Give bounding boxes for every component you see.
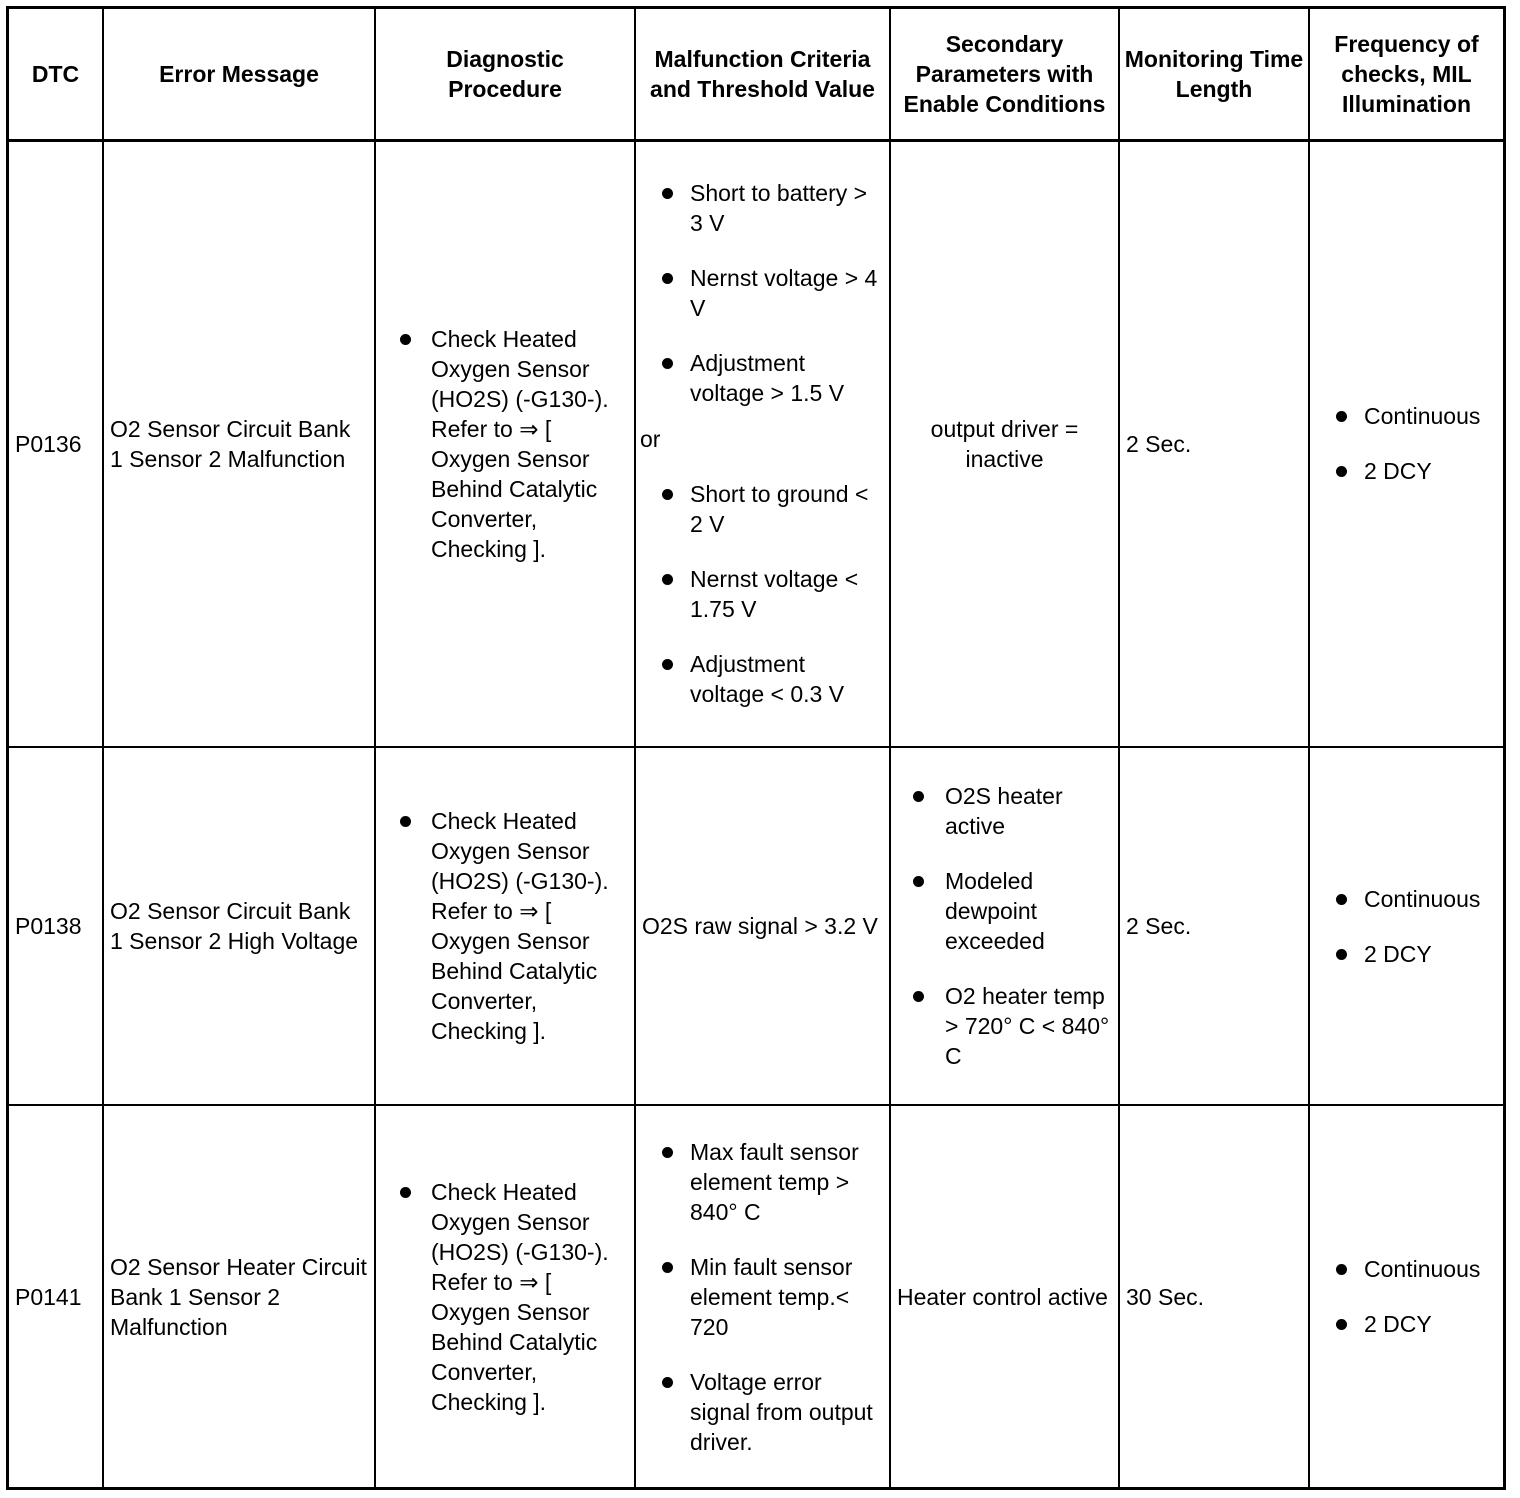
monitoring-time: 30 Sec. bbox=[1119, 1105, 1309, 1487]
criteria-item: Nernst voltage < 1.75 V bbox=[640, 564, 885, 624]
header-row bbox=[9, 9, 1503, 140]
secondary-parameters: output driver = inactive bbox=[890, 140, 1119, 747]
header-malfunction-criteria: Malfunction Criteria and Threshold Value bbox=[635, 9, 890, 140]
dtc-code: P0138 bbox=[9, 747, 103, 1105]
monitoring-time: 2 Sec. bbox=[1119, 747, 1309, 1105]
secondary-item: O2 heater temp > 720° C < 840° C bbox=[895, 981, 1116, 1071]
frequency-cell bbox=[1309, 1105, 1503, 1487]
frequency-item: 2 DCY bbox=[1314, 1309, 1497, 1339]
criteria-item: Voltage error signal from output driver. bbox=[640, 1367, 885, 1457]
secondary-item: Modeled dewpoint exceeded bbox=[895, 866, 1116, 956]
diagnostic-procedure-cell bbox=[375, 1105, 635, 1487]
header-dtc: DTC bbox=[9, 9, 103, 140]
criteria-item: Nernst voltage > 4 V bbox=[640, 263, 885, 323]
table-row bbox=[9, 140, 1503, 747]
error-message: O2 Sensor Circuit Bank 1 Sensor 2 Malfunction bbox=[103, 140, 375, 747]
criteria-item: Max fault sensor element temp > 840° C bbox=[640, 1137, 885, 1227]
dtc-code: P0141 bbox=[9, 1105, 103, 1487]
criteria-or: or bbox=[640, 426, 661, 453]
frequency-item: 2 DCY bbox=[1314, 939, 1497, 969]
secondary-item: O2S heater active bbox=[895, 781, 1116, 841]
table-row bbox=[9, 1105, 1503, 1487]
frequency-cell bbox=[1309, 747, 1503, 1105]
frequency-item: Continuous bbox=[1314, 1254, 1497, 1284]
criteria-item: Min fault sensor element temp.< 720 bbox=[640, 1252, 885, 1342]
header-diagnostic-procedure: Diagnostic Procedure bbox=[375, 9, 635, 140]
frequency-item: Continuous bbox=[1314, 884, 1497, 914]
header-secondary-parameters: Secondary Parameters with Enable Conditions bbox=[890, 9, 1119, 140]
secondary-parameters: Heater control active bbox=[890, 1105, 1119, 1487]
secondary-parameters-cell bbox=[890, 747, 1119, 1105]
monitoring-time: 2 Sec. bbox=[1119, 140, 1309, 747]
criteria-item: Short to battery > 3 V bbox=[640, 178, 885, 238]
procedure-item: Check Heated Oxygen Sensor (HO2S) (-G130-). Refer to ⇒ [ Oxygen Sensor Behind Catalytic Converter, Checking ]. bbox=[396, 806, 630, 1046]
malfunction-criteria: O2S raw signal > 3.2 V bbox=[635, 747, 890, 1105]
header-frequency: Frequency of checks, MIL Illumination bbox=[1309, 9, 1503, 140]
criteria-item: Short to ground < 2 V bbox=[640, 479, 885, 539]
error-message: O2 Sensor Circuit Bank 1 Sensor 2 High Voltage bbox=[103, 747, 375, 1105]
header-error-message: Error Message bbox=[103, 9, 375, 140]
error-message: O2 Sensor Heater Circuit Bank 1 Sensor 2 Malfunction bbox=[103, 1105, 375, 1487]
malfunction-criteria-cell bbox=[635, 140, 890, 747]
frequency-item: 2 DCY bbox=[1314, 456, 1497, 486]
diagnostic-procedure-cell bbox=[375, 140, 635, 747]
procedure-item: Check Heated Oxygen Sensor (HO2S) (-G130-). Refer to ⇒ [ Oxygen Sensor Behind Catalytic Converter, Checking ]. bbox=[396, 324, 630, 564]
malfunction-criteria-cell bbox=[635, 1105, 890, 1487]
criteria-item: Adjustment voltage > 1.5 V bbox=[640, 348, 885, 408]
header-monitoring-time: Monitoring Time Length bbox=[1119, 9, 1309, 140]
dtc-table bbox=[9, 9, 1503, 1487]
table-row bbox=[9, 747, 1503, 1105]
dtc-table-frame bbox=[6, 6, 1506, 1490]
frequency-cell bbox=[1309, 140, 1503, 747]
dtc-code: P0136 bbox=[9, 140, 103, 747]
criteria-item: Adjustment voltage < 0.3 V bbox=[640, 649, 885, 709]
procedure-item: Check Heated Oxygen Sensor (HO2S) (-G130-). Refer to ⇒ [ Oxygen Sensor Behind Catalytic Converter, Checking ]. bbox=[396, 1177, 630, 1417]
frequency-item: Continuous bbox=[1314, 401, 1497, 431]
diagnostic-procedure-cell bbox=[375, 747, 635, 1105]
